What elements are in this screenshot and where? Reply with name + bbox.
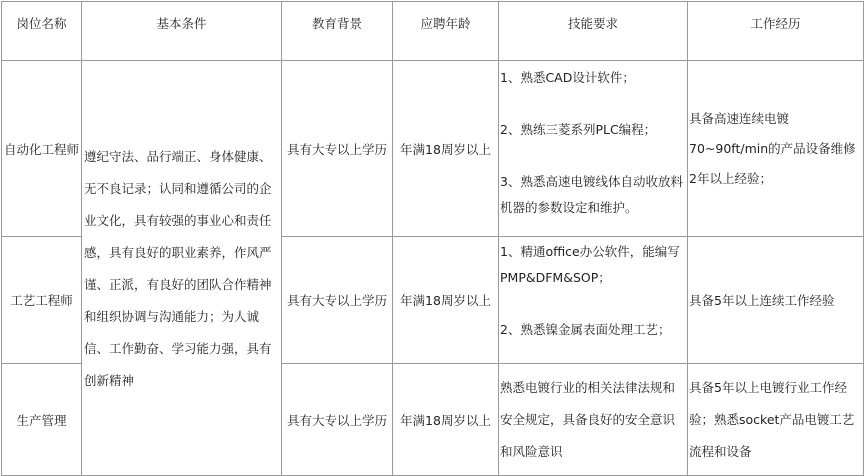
skill-item: 1、熟悉CAD设计软件；	[500, 70, 635, 85]
age-cell: 年满18周岁以上	[393, 364, 499, 476]
education-cell: 具有大专以上学历	[282, 364, 393, 476]
header-basic-condition: 基本条件	[82, 2, 282, 61]
header-age: 应聘年龄	[393, 2, 499, 61]
skills-cell	[499, 237, 688, 364]
education-cell: 具有大专以上学历	[282, 61, 393, 237]
position-cell: 自动化工程师	[2, 61, 82, 237]
experience-cell: 具备高速连续电镀70~90ft/min的产品设备维修2年以上经验；	[688, 61, 864, 237]
skill-item: 熟悉电镀行业的相关法律法规和安全规定，具备良好的安全意识和风险意识	[500, 379, 676, 459]
basic-condition-cell: 遵纪守法、品行端正、身体健康、无不良记录；认同和遵循公司的企业文化，具有较强的事业心和责任感，具有良好的职业素养，作风严谨、正派，有良好的团队合作精神和组织协调与沟通能力；为人诚信、工作勤奋、学习能力强，具有创新精神	[82, 61, 282, 476]
skill-item: 1、精通office办公软件，能编写PMP&DFM&SOP；	[500, 244, 680, 285]
position-cell: 生产管理	[2, 364, 82, 476]
recruitment-table	[1, 1, 864, 476]
position-cell: 工艺工程师	[2, 237, 82, 364]
header-row	[2, 2, 864, 61]
experience-cell: 具备5年以上电镀行业工作经验；熟悉socket产品电镀工艺流程和设备	[688, 364, 864, 476]
header-education: 教育背景	[282, 2, 393, 61]
experience-cell: 具备5年以上连续工作经验	[688, 237, 864, 364]
age-cell: 年满18周岁以上	[393, 61, 499, 237]
header-experience: 工作经历	[688, 2, 864, 61]
skill-item: 3、熟悉高速电镀线体自动收放料机器的参数设定和维护。	[500, 174, 683, 215]
table-row	[2, 61, 864, 237]
education-cell: 具有大专以上学历	[282, 237, 393, 364]
skills-cell	[499, 61, 688, 237]
skill-item: 2、熟悉镍金属表面处理工艺；	[500, 322, 671, 337]
skill-item: 2、熟练三菱系列PLC编程；	[500, 122, 657, 137]
skills-cell	[499, 364, 688, 476]
age-cell: 年满18周岁以上	[393, 237, 499, 364]
header-position: 岗位名称	[2, 2, 82, 61]
header-skills: 技能要求	[499, 2, 688, 61]
